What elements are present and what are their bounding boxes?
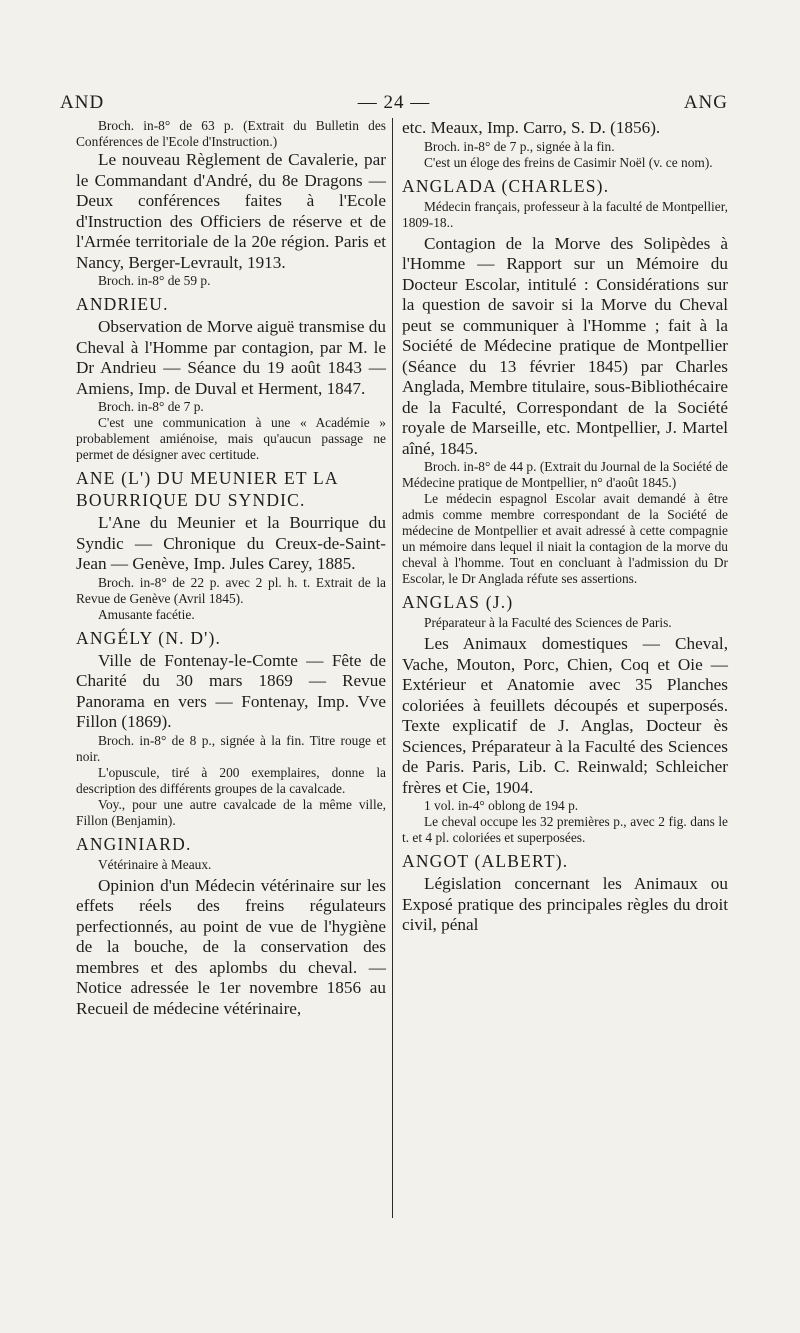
entry-title-continued: etc. Meaux, Imp. Carro, S. D. (1856). (402, 118, 661, 137)
entry-title: Le nouveau Règlement de Cavalerie, par le Commandant d'André, du 8e Dragons — Deux conférences faites à l'Ecole d'Instruction des Officiers de réserve et de l'Armée territoriale de la 20e région. Paris et Nancy, Berger-Levrault, 1913. (76, 150, 386, 272)
entry-title: Les Animaux domestiques — Cheval, Vache, Mouton, Porc, Chien, Coq et Oie — Extérieur et Anatomie avec 35 Planches coloriées à feuillets découpés et superposés. Texte explicatif de J. Anglas, Docteur ès Sciences, Préparateur à la Faculté des Sciences de Paris. Paris, Lib. C. Reinwald; Schleicher frères et Cie, 1904. (402, 634, 728, 797)
author-heading: ANGOT (ALBERT). (402, 851, 569, 871)
entry-title: Observation de Morve aiguë transmise du Cheval à l'Homme par contagion, par M. le Dr Andrieu — Séance du 19 août 1843 — Amiens, Imp. de Duval et Herment, 1847. (76, 317, 386, 398)
entry-note: Broch. in-8° de 7 p., signée à la fin. (424, 138, 615, 154)
entry-note: Broch. in-8° de 7 p. (98, 399, 204, 414)
entry-note: Broch. in-8° de 22 p. avec 2 pl. h. t. Extrait de la Revue de Genève (Avril 1845). (76, 574, 386, 606)
header-left: AND (60, 92, 105, 113)
entry-note: C'est un éloge des freins de Casimir Noël (v. ce nom). (424, 154, 713, 170)
entry-title: L'Ane du Meunier et la Bourrique du Syndic — Chronique du Creux-de-Saint-Jean — Genève, Imp. Jules Carey, 1885. (76, 513, 386, 573)
left-column (76, 118, 386, 1019)
author-description: Médecin français, professeur à la faculté de Montpellier, 1809-18.. (402, 198, 728, 230)
author-heading: ANGLAS (J.) (402, 592, 514, 612)
entry-note: Broch. in-8° de 63 p. (Extrait du Bulletin des Conférences de l'Ecole d'Instruction.) (76, 118, 386, 149)
entry-note: Voy., pour une autre cavalcade de la même ville, Fillon (Benjamin). (76, 796, 386, 828)
entry-note: Broch. in-8° de 44 p. (Extrait du Journal de la Société de Médecine pratique de Montpellier, n° d'août 1845.) (402, 459, 728, 490)
entry-title: Contagion de la Morve des Solipèdes à l'Homme — Rapport sur un Mémoire du Docteur Escolar, intitulé : Considérations sur la question de savoir si la Morve du Cheval peut se communiquer à l'Homme ; fait à la Société de Médecine pratique de Montpellier (Séance du 13 février 1845) par Charles Anglada, Membre titulaire, sous-Bibliothécaire de la Faculté, Correspondant de la Société royale de Marseille, etc. Montpellier, J. Martel aîné, 1845. (402, 233, 728, 458)
author-heading: ANGÉLY (N. D'). (76, 627, 222, 648)
entry-note: Amusante facétie. (98, 606, 195, 622)
entry-note: Broch. in-8° de 8 p., signée à la fin. Titre rouge et noir. (76, 732, 386, 764)
entry-title: Ville de Fontenay-le-Comte — Fête de Charité du 30 mars 1869 — Revue Panorama en vers — Fontenay, Imp. Vve Fillon (1869). (76, 650, 386, 731)
column-divider (392, 118, 393, 1218)
entry-note: 1 vol. in-4° oblong de 194 p. (424, 798, 579, 813)
author-heading: ANGINIARD. (76, 833, 192, 854)
entry-note: Le médecin espagnol Escolar avait demandé à être admis comme membre correspondant de la Société de médecine de Montpellier et avait adressé à cette compagnie un mémoire dans lequel il niait la contagion de la morve du cheval à l'homme. Tout en concluant à l'admission du Dr Escolar, le Dr Anglada réfute ses assertions. (402, 491, 728, 586)
author-heading: ANE (L') DU MEUNIER ET LA BOURRIQUE DU SYNDIC. (76, 468, 338, 510)
entry-title: Législation concernant les Animaux ou Exposé pratique des principales règles du droit civil, pénal (402, 874, 728, 934)
header-right: ANG (683, 92, 728, 113)
author-heading: ANDRIEU. (76, 294, 169, 314)
entry-title: Opinion d'un Médecin vétérinaire sur les effets réels des freins régulateurs perfectionnés, au point de vue de l'hygiène de la bouche, de la conservation des membres et des aplombs du cheval. — Notice adressée le 1er novembre 1856 au Recueil de médecine vétérinaire, (76, 875, 386, 1018)
entry-note: Le cheval occupe les 32 premières p., avec 2 fig. dans le t. et 4 pl. coloriées et superposées. (402, 814, 728, 845)
author-description: Préparateur à la Faculté des Sciences de Paris. (424, 615, 672, 630)
entry-note: Broch. in-8° de 59 p. (98, 273, 211, 288)
running-header (60, 92, 728, 118)
author-heading: ANGLADA (CHARLES). (402, 175, 610, 196)
entry-note: C'est une communication à une « Académie » probablement amiénoise, mais qu'aucun passage ne permet de désigner avec certitude. (76, 415, 386, 462)
right-column (402, 118, 728, 936)
entry-note: L'opuscule, tiré à 200 exemplaires, donne la description des différents groupes de la cavalcade. (76, 764, 386, 796)
author-description: Vétérinaire à Meaux. (98, 856, 212, 872)
page-number: — 24 — (357, 92, 431, 113)
